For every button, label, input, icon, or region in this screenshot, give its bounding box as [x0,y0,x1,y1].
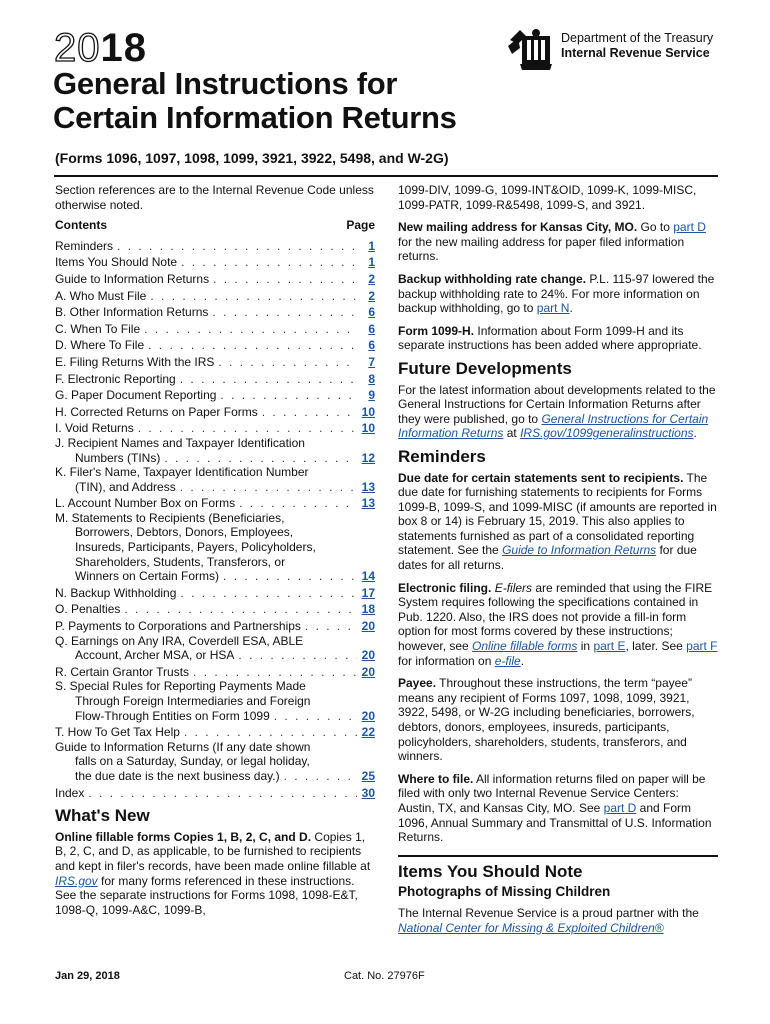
right-column [398,183,718,935]
toc-row[interactable]: Reminders . . . 1 [55,237,375,254]
toc-page-link[interactable]: 7 [368,354,375,369]
items-heading: Items You Should Note [398,861,583,881]
form-year [54,26,147,70]
forms-subtitle: (Forms 1096, 1097, 1098, 1099, 3921, 3922, 5498, and W-2G) [55,150,449,166]
toc-header [55,218,375,233]
toc-row[interactable]: I. Void Returns . . . 10 [55,419,375,436]
toc-page-link[interactable]: 10 [361,404,375,419]
toc-page-link[interactable]: 6 [368,305,375,320]
online-fillable-forms-link[interactable]: Online fillable forms [472,639,578,654]
toc-page-link[interactable]: 20 [361,619,375,634]
toc-row[interactable]: A. Who Must File . . . 2 [55,287,375,304]
toc-row[interactable]: Guide to Information Returns . . . 2 [55,270,375,287]
toc-row[interactable]: Items You Should Note . . . 1 [55,253,375,270]
toc-row[interactable]: B. Other Information Returns . . . 6 [55,303,375,320]
toc-page-link[interactable]: 18 [361,602,375,617]
photos-heading: Photographs of Missing Children [398,884,611,900]
toc-row[interactable]: F. Electronic Reporting . . . 8 [55,370,375,387]
footer-date: Jan 29, 2018 [55,970,120,982]
toc-row[interactable]: Index . . . 30 [55,784,375,801]
toc-row[interactable]: O. Penalties . . . 18 [55,600,375,617]
whats-new-heading: What's New [55,806,150,826]
toc-page-link[interactable]: 17 [361,585,375,600]
e-file-link[interactable]: e-file [494,653,521,668]
footer-cat-no: Cat. No. 27976F [344,970,425,982]
toc-row[interactable]: K. Filer's Name, Taxpayer Identification Number (TIN), and Address . . . 13 [55,465,375,494]
toc-row[interactable]: E. Filing Returns With the IRS . . . 7 [55,353,375,370]
toc-row[interactable]: C. When To File . . . 6 [55,320,375,337]
part-n-link[interactable]: part N [536,301,570,316]
agency-dept: Department of the Treasury [561,31,714,45]
form-1099h-paragraph: Form 1099-H. Information about Form 1099-H and its separate instructions has been added where appropriate. [398,323,702,353]
agency-name [561,31,713,61]
title-line-2: Certain Information Returns [53,100,457,135]
toc-row[interactable]: S. Special Rules for Reporting Payments Made Through Foreign Intermediaries and Foreign Flow-Through Entities on Form 1099 . . . 20 [55,679,375,723]
toc-row[interactable]: Guide to Information Returns (If any date shown falls on a Saturday, Sunday, or legal holiday, the due date is the next business day.) . . . 25 [55,740,375,784]
toc-row[interactable]: H. Corrected Returns on Paper Forms . . . 10 [55,403,375,420]
toc-row[interactable]: P. Payments to Corporations and Partnerships . . . 20 [55,617,375,634]
toc-page-link[interactable]: 22 [361,725,375,740]
page-title [53,67,457,135]
toc-row[interactable]: D. Where To File . . . 6 [55,336,375,353]
toc-page-link[interactable]: 2 [368,271,375,286]
toc-page-link[interactable]: 30 [361,785,375,800]
irs-eagle-logo-icon [506,26,556,72]
toc-row[interactable]: R. Certain Grantor Trusts . . . 20 [55,663,375,680]
left-column [55,183,375,917]
toc-page-link[interactable]: 20 [361,708,375,723]
toc-row[interactable]: L. Account Number Box on Forms . . . 13 [55,494,375,511]
toc-page-link[interactable]: 1 [368,238,375,253]
reminders-heading: Reminders [398,446,486,466]
toc-page-link[interactable]: 13 [361,496,375,511]
due-date-paragraph: Due date for certain statements sent to recipients. The due date for furnishing statements to recipients for Forms 1099-B, 1099-S, and 1099-MISC (if amounts are reported in box 8 or 14) is February 15, 2019. This also applies to statements furnished as part of a consolidated reporting statement. See the Guide to Information Returns for due dates for all returns. [398,470,717,573]
toc-page-link[interactable]: 20 [361,664,375,679]
toc-page-link[interactable]: 6 [368,338,375,353]
part-d-link-2[interactable]: part D [603,800,637,815]
guide-link[interactable]: Guide to Information Returns [502,543,657,558]
toc-row[interactable]: Q. Earnings on Any IRA, Coverdell ESA, ABLE Account, Archer MSA, or HSA . . . 20 [55,634,375,663]
backup-withholding-paragraph: Backup withholding rate change. P.L. 115-97 lowered the backup withholding rate to 24%. For more information on backup withholding, go to part N. [398,271,715,316]
header-divider [54,175,718,177]
irs-gov-link[interactable]: IRS.gov [55,873,98,888]
agency-irs: Internal Revenue Service [561,46,710,60]
toc-page-link[interactable]: 12 [361,450,375,465]
payee-paragraph: Payee. Throughout these instructions, the term “payee” means any recipient of Forms 1097, 1098, 1099, 3921, 3922, 5498, or W-2G including beneficiaries, borrowers, debtors, donors, employees, insureds, participants, policyholders, shareholders, students, transferors, and winners. [398,676,695,764]
ncmec-link[interactable]: National Center for Missing & Exploited Children® [398,920,664,935]
section-divider [398,855,718,857]
toc-row[interactable]: N. Backup Withholding . . . 17 [55,584,375,601]
electronic-filing-paragraph: Electronic filing. E-filers are reminded that using the FIRE System requires following the specifications contained in Pub. 1220. Also, the IRS does not provide a fill-in form option for most forms covered by these instructions; however, see Online fillable forms in part E, later. See part F for information on e-file. [398,580,718,668]
toc-row[interactable]: J. Recipient Names and Taxpayer Identification Numbers (TINs) . . . 12 [55,436,375,465]
part-f-link[interactable]: part F [686,639,718,654]
where-to-file-paragraph: Where to file. All information returns filed on paper will be filed with only two Internal Revenue Service Centers: Austin, TX, and Kansas City, MO. See part D and Form 1096, Annual Summary and Transmittal of U.S. Information Returns. [398,771,712,845]
contents-label: Contents [55,218,107,233]
toc-page-link[interactable]: 14 [361,569,375,584]
toc-page-link[interactable]: 6 [368,321,375,336]
year-outline: 20 [54,26,101,70]
whats-new-paragraph: Online fillable forms Copies 1, B, 2, C, and D. Copies 1, B, 2, C, and D, as applicable, to be furnished to recipients and kept in filer's records, have been made online fillable at IRS.gov for many forms referenced in these instructions. See the separate instructions for Forms 1098, 1098-E&T, 1098-Q, 1099-A&C, 1099-B, [55,829,371,917]
photos-paragraph: The Internal Revenue Service is a proud partner with the National Center for Missing & Exploited Children® [398,905,699,935]
toc-row[interactable]: G. Paper Document Reporting . . . 9 [55,386,375,403]
toc-page-link[interactable]: 10 [361,421,375,436]
continued-text: 1099-DIV, 1099-G, 1099-INT&OID, 1099-K, 1099-MISC, 1099-PATR, 1099-R&5498, 1099-S, and 3921. [398,183,697,212]
toc-row[interactable]: M. Statements to Recipients (Beneficiaries, Borrowers, Debtors, Donors, Employees, Insureds, Participants, Payers, Policyholders, Shareholders, Students, Transferors, or Winners on Certain Forms) . . . 14 [55,511,375,584]
future-developments-paragraph: For the latest information about developments related to the General Instructions for Certain Information Returns after they were published, go to General Instructions for Certain Information Returns at IRS.gov/1099generalinstructions. [398,382,716,441]
page-label: Page [346,218,375,233]
kansas-city-paragraph: New mailing address for Kansas City, MO. Go to part D for the new mailing address for paper filed information returns. [398,220,706,264]
title-line-1: General Instructions for [53,66,398,101]
part-e-link[interactable]: part E [593,639,626,654]
toc-page-link[interactable]: 25 [361,768,375,783]
part-d-link[interactable]: part D [673,220,706,235]
toc-page-link[interactable]: 9 [368,388,375,403]
toc-page-link[interactable]: 2 [368,288,375,303]
toc-page-link[interactable]: 13 [361,479,375,494]
year-solid: 18 [100,26,147,70]
toc-row[interactable]: T. How To Get Tax Help . . . 22 [55,723,375,740]
toc-page-link[interactable]: 20 [361,648,375,663]
general-instructions-link[interactable]: General Instructions for Certain Information Returns [398,411,709,441]
toc-page-link[interactable]: 8 [368,371,375,386]
future-developments-heading: Future Developments [398,358,572,378]
irs-gov-1099-link[interactable]: IRS.gov/1099generalinstructions [520,426,694,441]
toc-page-link[interactable]: 1 [368,255,375,270]
intro-text: Section references are to the Internal Revenue Code unless otherwise noted. [55,183,374,212]
